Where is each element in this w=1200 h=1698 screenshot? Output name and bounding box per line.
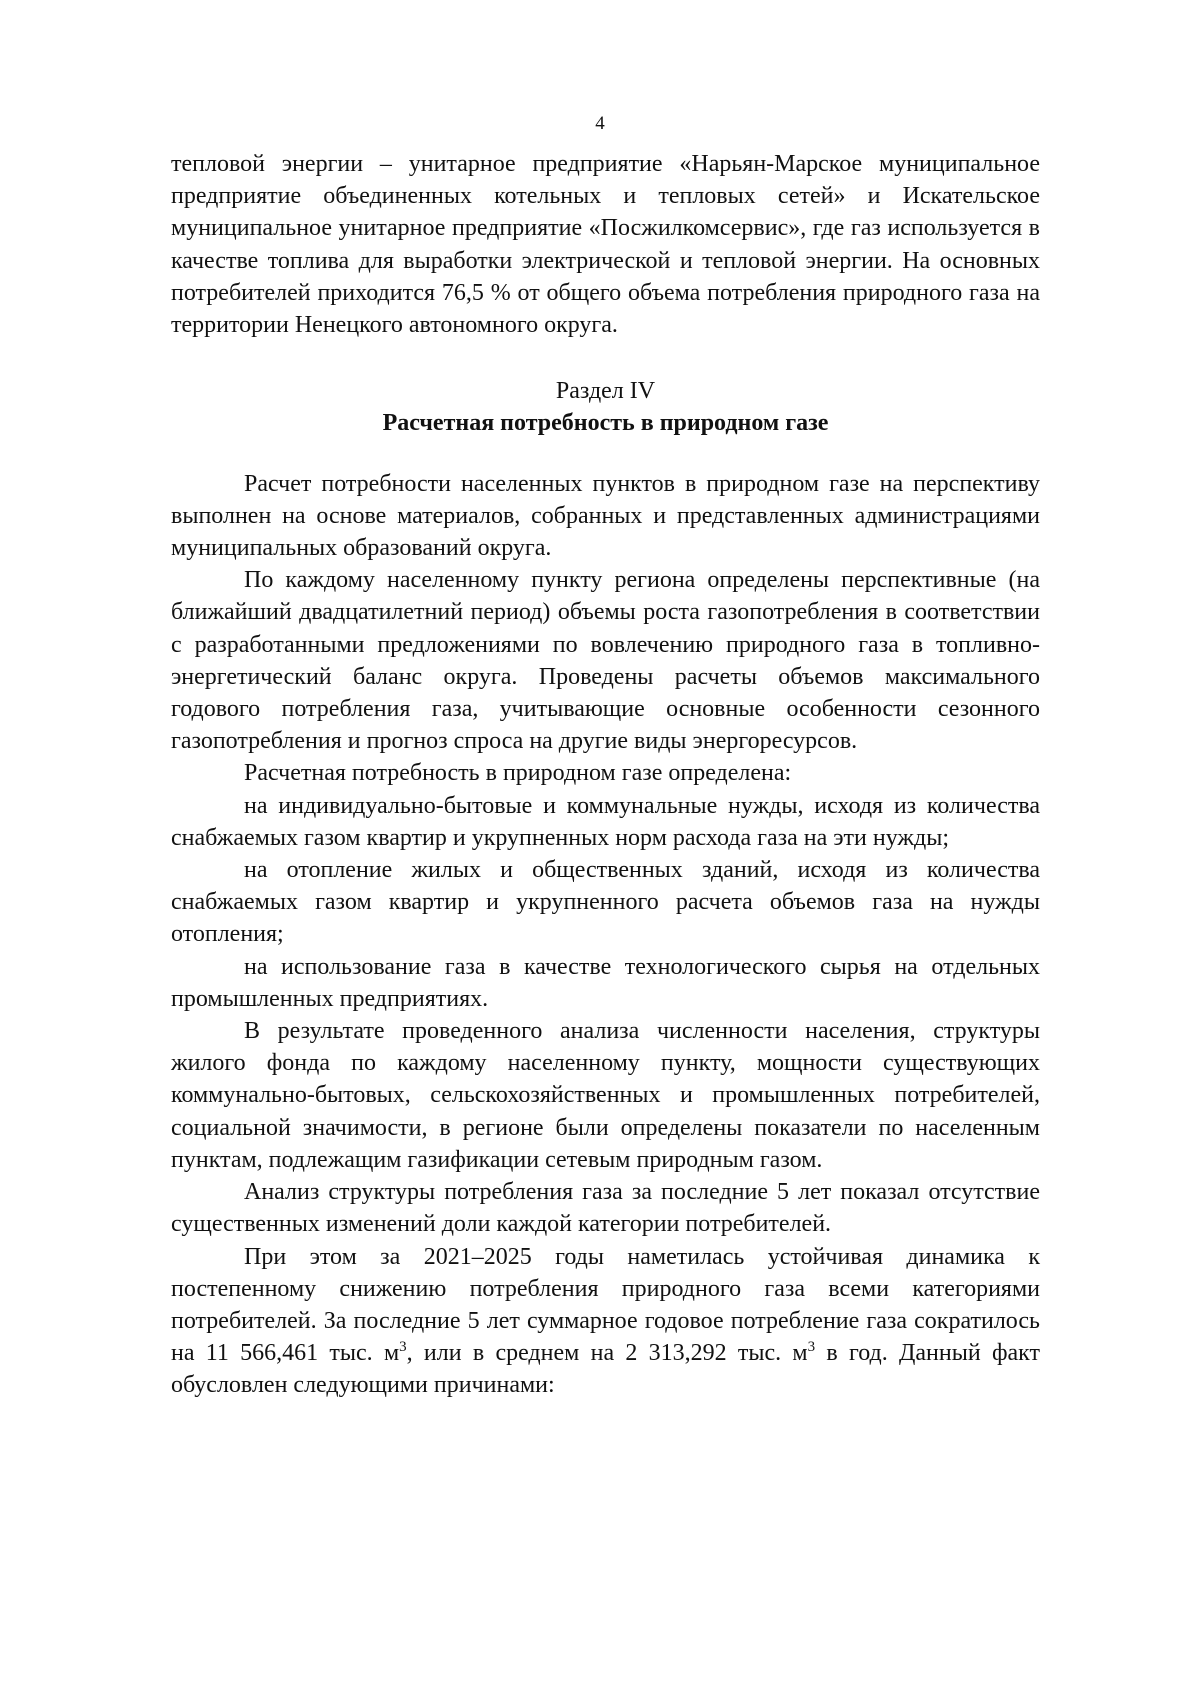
paragraph-heating-needs: на отопление жилых и общественных зданий, исходя из количества снабжаемых газом квартир и укрупненного расчета объемов газа на нужды отопления; — [171, 857, 1040, 948]
paragraph-household-needs: на индивидуально-бытовые и коммунальные нужды, исходя из количества снабжаемых газом квартир и укрупненных норм расхода газа на эти нужды; — [171, 792, 1040, 851]
decline-text-part3: в год. Данный факт обусловлен следующими причинами: — [171, 1340, 1041, 1399]
intro-paragraph: тепловой энергии – унитарное предприятие «Нарьян-Марское муниципальное предприятие объединенных котельных и тепловых сетей» и Искательское муниципальное унитарное предприятие «Посжилкомсервис», где газ используется в качестве топлива для выработки электрической и тепловой энергии. На основных потребителей приходится 76,5 % от общего объема потребления природного газа на территории Ненецкого автономного округа. — [171, 151, 1040, 339]
paragraph-analysis-results: В результате проведенного анализа численности населения, структуры жилого фонда по каждому населенному пункту, мощности существующих коммунально-бытовых, сельскохозяйственных и промышленных потребителей, социальной значимости, в регионе были определены показатели по населенным пунктам, подлежащим газификации сетевым природным газом. — [171, 1018, 1040, 1173]
paragraph-growth-volumes: По каждому населенному пункту региона определены перспективные (на ближайший двадцатилетний период) объемы роста газопотребления в соответствии с разработанными предложениями по вовлечению природного газа в топливно-энергетический баланс округа. Проведены расчеты объемов максимального годового потребления газа, учитывающие основные особенности сезонного газопотребления и прогноз спроса на другие виды энергоресурсов. — [171, 567, 1040, 755]
section-header — [171, 375, 1040, 439]
paragraph-consumption-structure: Анализ структуры потребления газа за последние 5 лет показал отсутствие существенных изменений доли каждой категории потребителей. — [171, 1179, 1040, 1238]
cubic-superscript: 3 — [399, 1339, 407, 1356]
paragraph-calculation-basis: Расчет потребности населенных пунктов в природном газе на перспективу выполнен на основе материалов, собранных и представленных администрациями муниципальных образований округа. — [171, 470, 1040, 562]
paragraph-demand-defined: Расчетная потребность в природном газе определена: — [244, 760, 792, 787]
decline-text-part2: , или в среднем на 2 313,292 тыс. м — [406, 1340, 808, 1367]
paragraph-consumption-decline — [171, 1241, 1040, 1402]
decline-text-part1: При этом за 2021–2025 годы наметилась устойчивая динамика к постепенному снижению потребления природного газа всеми категориями потребителей. За последние 5 лет суммарное годовое потребление газа сократилось на 11 566,461 тыс. м — [171, 1243, 1040, 1367]
paragraph-industrial-feedstock: на использование газа в качестве технологического сырья на отдельных промышленных предприятиях. — [171, 953, 1040, 1012]
cubic-superscript: 3 — [807, 1339, 816, 1356]
section-title: Расчетная потребность в природном газе — [382, 410, 829, 437]
section-number: Раздел IV — [555, 378, 656, 405]
document-body — [171, 148, 1040, 1402]
page-number: 4 — [595, 113, 605, 134]
